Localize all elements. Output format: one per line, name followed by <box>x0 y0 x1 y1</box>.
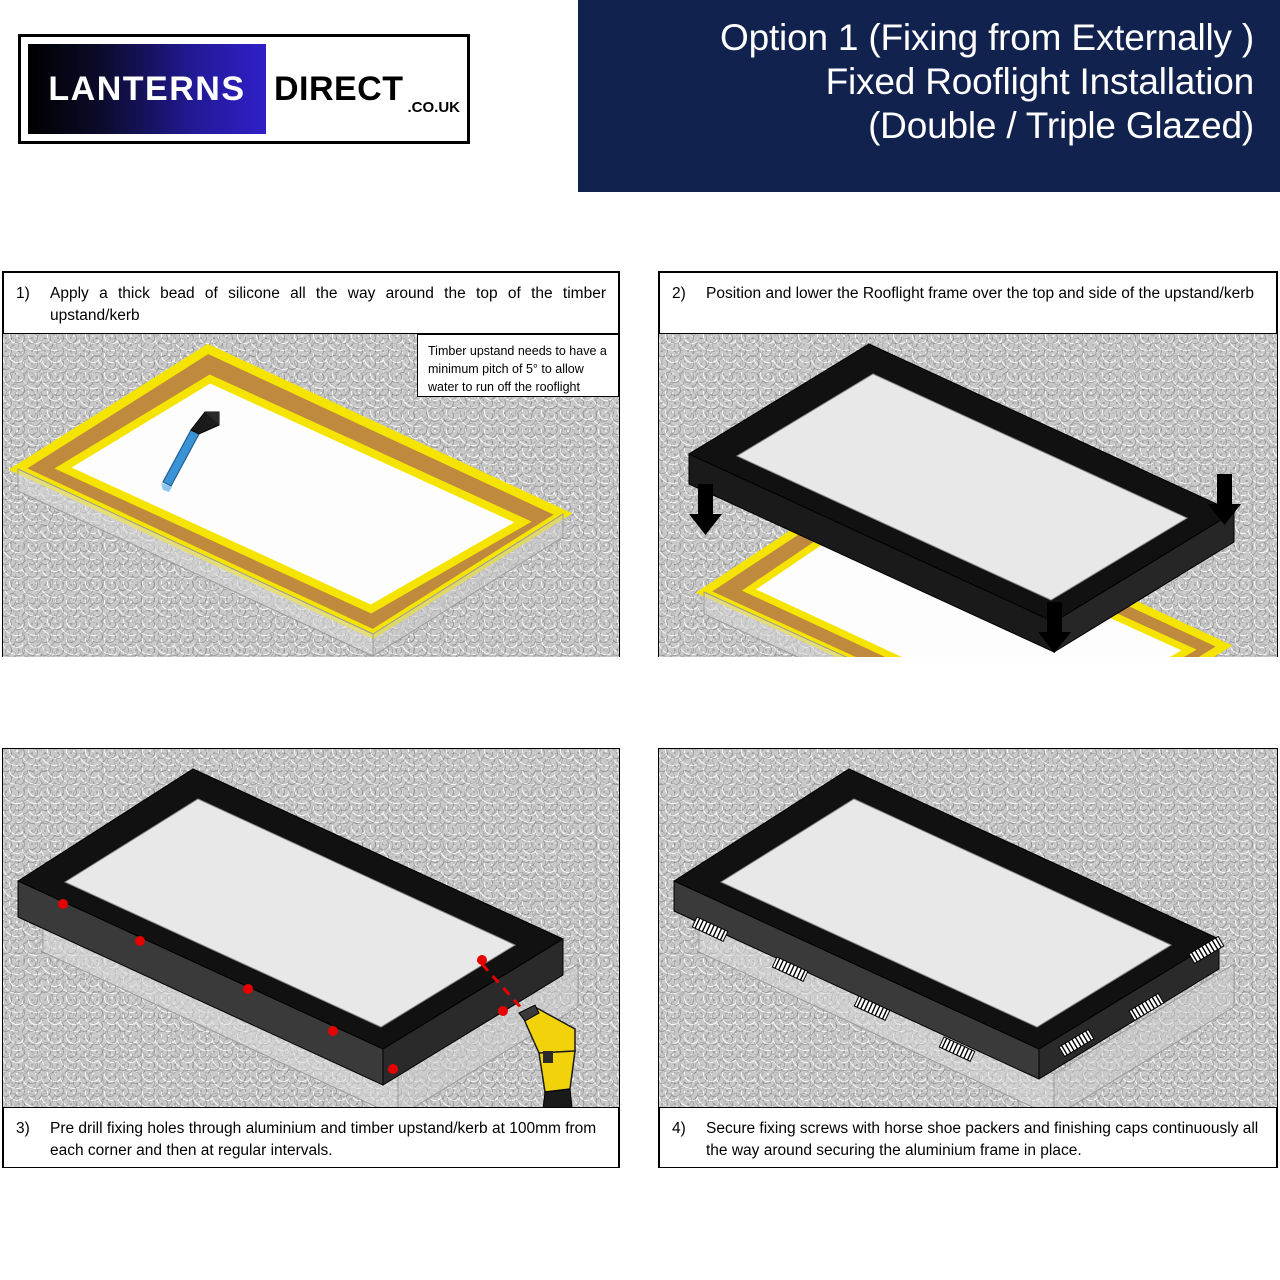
logo-word-lanterns <box>28 44 266 134</box>
step-3-text: Pre drill fixing holes through aluminium and timber upstand/kerb at 100mm from each corner and then at regular intervals. <box>50 1120 597 1159</box>
page-title-line-1: Option 1 (Fixing from Externally ) <box>720 17 1254 58</box>
step-4-caption <box>659 1107 1277 1168</box>
step-3-number: 3) <box>16 1120 30 1137</box>
step-1-illustration <box>3 334 619 657</box>
logo-word-direct <box>266 44 460 134</box>
step-1-number: 1) <box>16 285 30 302</box>
step-2-text: Position and lower the Rooflight frame over the top and side of the upstand/kerb <box>706 285 1255 302</box>
step-panel-3 <box>2 748 620 1168</box>
page-title-line-3: (Double / Triple Glazed) <box>868 105 1254 146</box>
scene-2 <box>659 334 1277 657</box>
step-panel-2 <box>658 271 1278 657</box>
logo-inner <box>28 44 460 134</box>
page-title <box>594 16 1254 148</box>
step-4-illustration <box>659 749 1277 1107</box>
step-3-illustration <box>3 749 619 1107</box>
step-4-text: Secure fixing screws with horse shoe packers and finishing caps continuously all the way around securing the aluminium frame in place. <box>706 1120 1259 1159</box>
page-header <box>0 0 1280 192</box>
power-drill <box>519 1005 575 1107</box>
logo-direct-text: DIRECT <box>273 69 404 108</box>
step-panel-4 <box>658 748 1278 1168</box>
step-1-note: Timber upstand needs to have a minimum pitch of 5° to allow water to run off the rooflight <box>417 334 619 397</box>
page-title-line-2: Fixed Rooflight Installation <box>825 61 1254 102</box>
scene-3 <box>3 749 619 1107</box>
brand-logo <box>18 34 470 144</box>
step-1-text: Apply a thick bead of silicone all the way around the top of the timber upstand/kerb <box>50 285 606 324</box>
step-2-number: 2) <box>672 285 686 302</box>
step-2-illustration <box>659 334 1277 657</box>
logo-domain-text: .CO.UK <box>407 99 460 116</box>
scene-4 <box>659 749 1277 1107</box>
step-4-number: 4) <box>672 1120 686 1137</box>
step-2-caption <box>659 272 1277 334</box>
step-1-caption <box>3 272 619 334</box>
step-3-caption <box>3 1107 619 1168</box>
step-panel-1 <box>2 271 620 657</box>
logo-lanterns-text: LANTERNS <box>48 69 246 108</box>
